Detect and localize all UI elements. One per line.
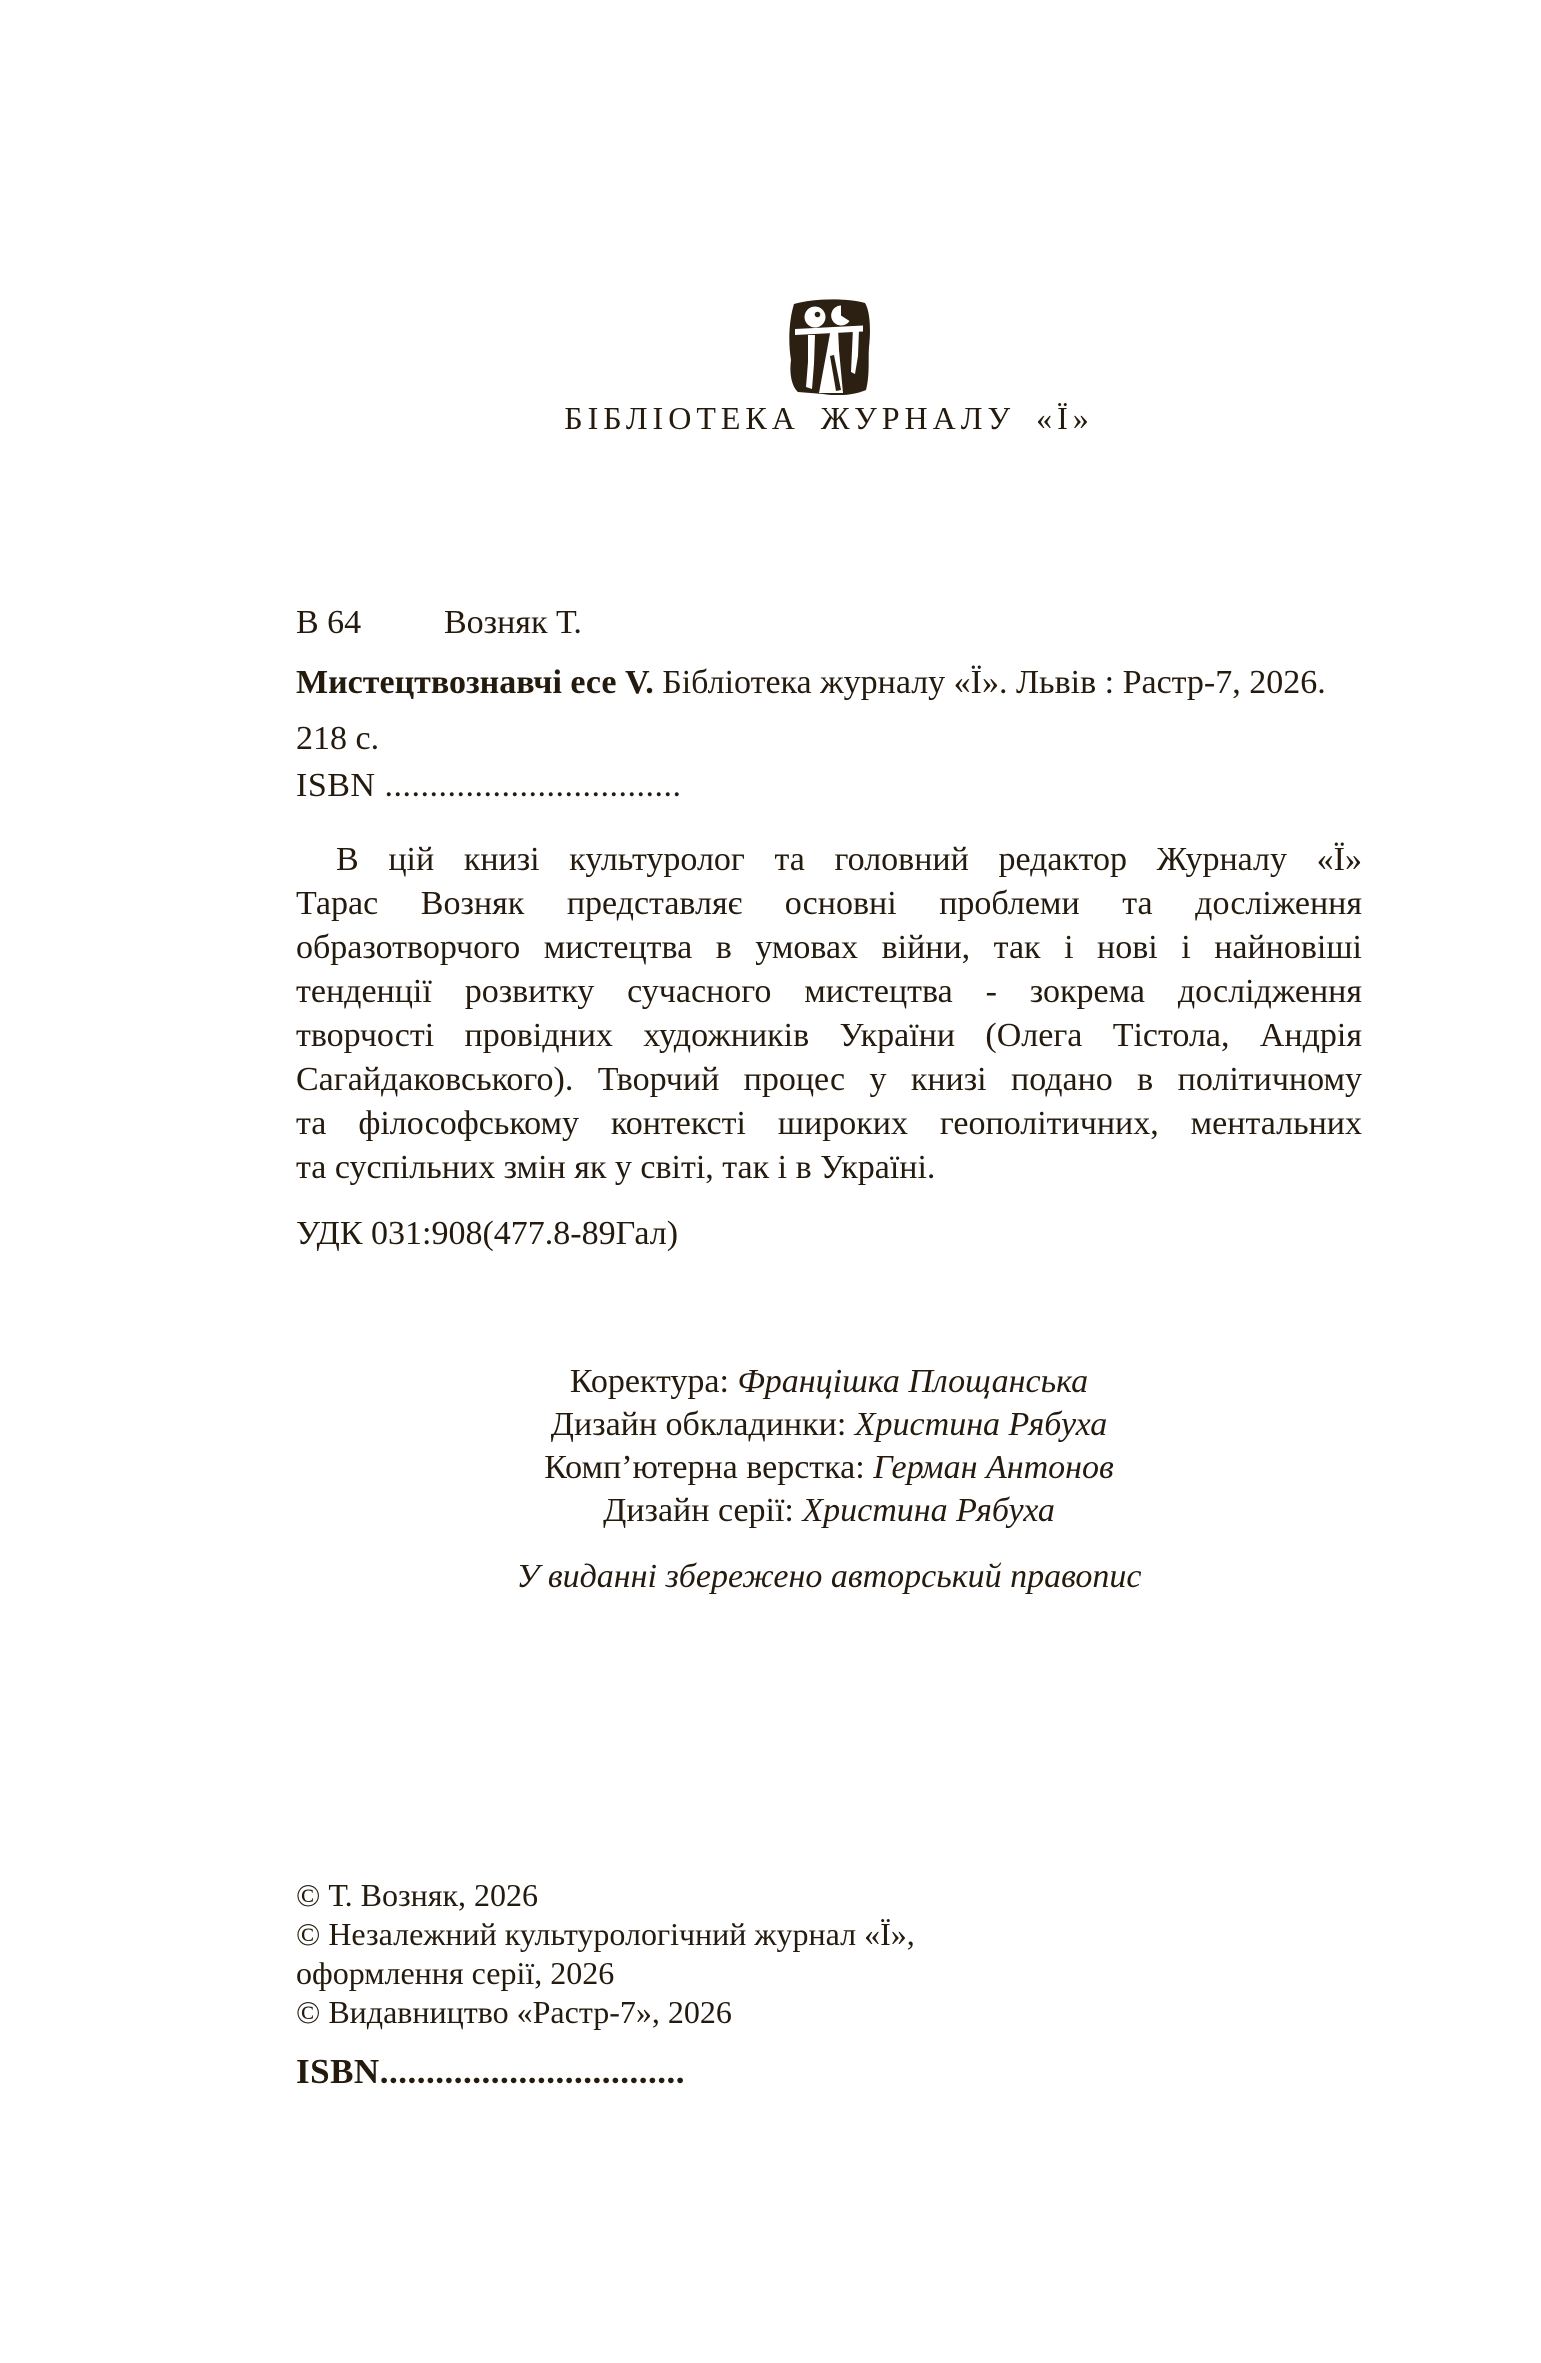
annotation-paragraph — [296, 838, 1362, 1190]
isbn-placeholder-bottom: ISBN................................. — [296, 2052, 685, 2091]
copyright-line: © Видавництво «Растр-7», 2026 — [296, 1994, 732, 2030]
text-block — [296, 0, 1362, 2363]
annotation-line: образотворчого мистецтва в умовах війни, так і нові і найновіші — [296, 929, 1362, 966]
bibliographic-entry — [296, 662, 1362, 704]
credit-line — [296, 1360, 1362, 1403]
series-title: БІБЛІОТЕКА ЖУРНАЛУ «Ї» — [564, 400, 1094, 436]
cataloging-code: В 64 — [296, 604, 362, 641]
credit-line — [296, 1446, 1362, 1489]
annotation-line: Тарас Возняк представляє основні проблеми та досліження — [296, 885, 1362, 922]
credit-label: Дизайн обкладинки: — [550, 1406, 855, 1443]
imprint-details: Бібліотека журналу «Ї». Львів : Растр-7, 2026. — [653, 664, 1326, 701]
annotation-line: творчості провідних художників України (Олега Тістола, Андрія — [296, 1017, 1362, 1054]
annotation-line: Сагайдаковського). Творчий процес у книзі подано в політичному — [296, 1061, 1362, 1098]
annotation-line: та філософському контексті широких геополітичних, ментальних — [296, 1105, 1362, 1142]
cataloging-line — [296, 602, 1362, 644]
credit-line — [296, 1489, 1362, 1532]
copyright-line: оформлення серії, 2026 — [296, 1955, 615, 1991]
credit-label: Комп’ютерна верстка: — [544, 1449, 874, 1486]
annotation-line: В цій книзі культуролог та головний редактор Журналу «Ї» — [336, 841, 1362, 878]
credit-line — [296, 1403, 1362, 1446]
credit-name: Христина Рябуха — [854, 1406, 1108, 1443]
credit-name: Францішка Площанська — [737, 1363, 1089, 1400]
credit-label: Дизайн серії: — [603, 1492, 803, 1529]
udk-code: УДК 031:908(477.8-89Гал) — [296, 1215, 679, 1252]
page-count: 218 с. — [296, 720, 380, 757]
annotation-line: тенденції розвитку сучасного мистецтва - зокрема дослідження — [296, 973, 1362, 1010]
credits-block — [296, 1360, 1362, 1532]
isbn-placeholder-top: ISBN ................................. — [296, 767, 682, 804]
orthography-note: У виданні збережено авторський правопис — [516, 1558, 1142, 1595]
credit-label: Коректура: — [569, 1363, 738, 1400]
book-title: Мистецтвознавчі есе V. — [296, 664, 654, 701]
copyright-line: © Незалежний культурологічний журнал «Ї», — [296, 1916, 915, 1952]
credit-name: Христина Рябуха — [802, 1492, 1055, 1529]
copyright-block — [296, 1876, 1362, 2032]
author-name: Возняк Т. — [444, 604, 582, 641]
credit-name: Герман Антонов — [873, 1449, 1114, 1486]
journal-i-emblem-icon — [785, 298, 873, 395]
annotation-line: та суспільних змін як у світі, так і в Україні. — [296, 1149, 936, 1186]
copyright-line: © Т. Возняк, 2026 — [296, 1877, 539, 1913]
